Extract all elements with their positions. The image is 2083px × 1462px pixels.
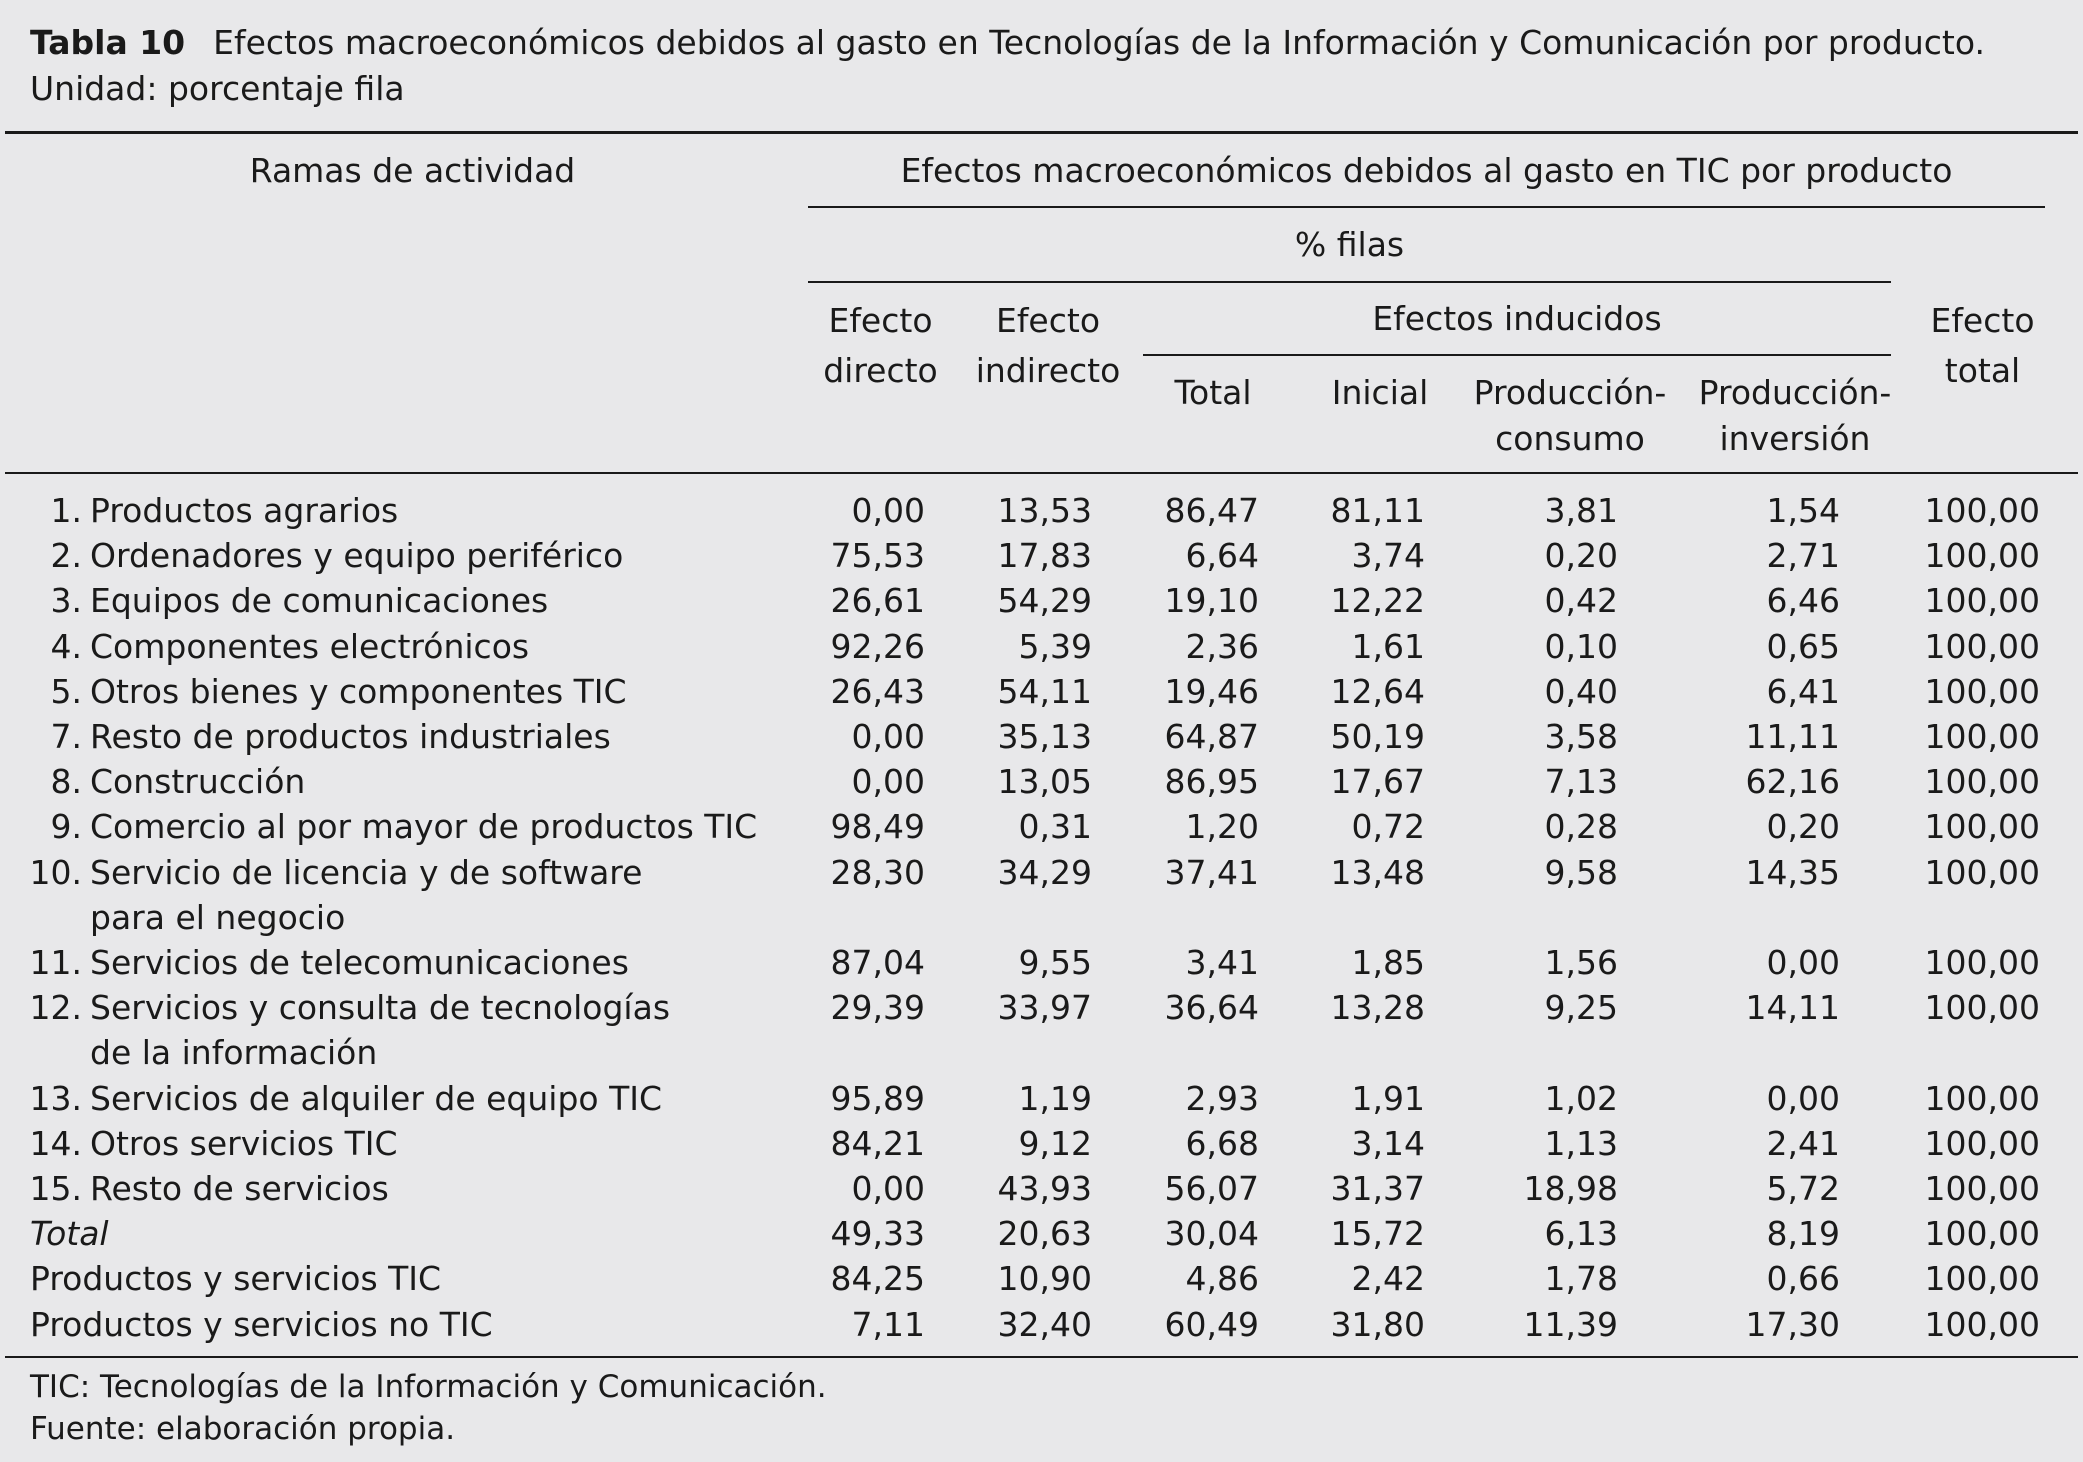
cell-efecto-directo: 49,33: [830, 1214, 925, 1254]
cell-inicial: 31,37: [1330, 1169, 1425, 1208]
cell-inicial: 1,61: [1351, 626, 1425, 666]
header-efecto-total: Efecto total: [1930, 301, 2035, 390]
cell-efecto-total: 100,00: [1924, 1214, 2040, 1254]
cell-efecto-indirecto: 20,63: [997, 1214, 1092, 1254]
row-number: 10.: [29, 852, 82, 892]
header-inducidos: Efectos inducidos: [1372, 299, 1662, 338]
row-label: [30, 1211, 109, 1256]
cell-efecto-directo: 0,00: [851, 1169, 925, 1208]
row-text: [90, 488, 398, 533]
cell-efecto-directo: 0,00: [851, 491, 925, 530]
cell-produccion-consumo: 1,13: [1544, 1123, 1618, 1163]
cell-efecto-indirecto: 43,93: [997, 1169, 1092, 1208]
cell-total: 37,41: [1164, 852, 1259, 892]
row-text-line: Componentes electrónicos: [90, 626, 530, 666]
cell-produccion-inversion: 0,20: [1766, 807, 1840, 847]
cell-efecto-total: 100,00: [1924, 1123, 2040, 1163]
cell-efecto-indirecto: 13,53: [997, 491, 1092, 530]
table-caption: [30, 20, 1985, 112]
cell-produccion-inversion: 0,00: [1766, 1078, 1840, 1118]
row-label: [22, 578, 548, 623]
row-text: [90, 533, 623, 578]
cell-efecto-indirecto: 0,31: [1018, 807, 1092, 847]
row-text-line: Equipos de comunicaciones: [90, 581, 549, 621]
cell-efecto-indirecto: 9,55: [1018, 943, 1092, 982]
cell-total: 19,46: [1164, 671, 1259, 711]
cell-inicial: 50,19: [1330, 717, 1425, 756]
cell-produccion-inversion: 0,00: [1766, 943, 1840, 982]
cell-efecto-directo: 29,39: [830, 988, 925, 1028]
cell-efecto-indirecto: 9,12: [1018, 1123, 1092, 1163]
row-number: 4.: [50, 626, 82, 666]
row-text: [90, 669, 627, 714]
cell-produccion-inversion: 5,72: [1766, 1169, 1840, 1208]
group-rule: [808, 206, 2045, 208]
cell-efecto-directo: 26,43: [830, 671, 925, 711]
row-text: [90, 714, 611, 759]
cell-total: 6,68: [1185, 1123, 1259, 1163]
row-number: 3.: [50, 581, 82, 621]
cell-efecto-directo: 92,26: [830, 626, 925, 666]
cell-produccion-consumo: 6,13: [1544, 1214, 1618, 1254]
bottom-rule: [5, 1356, 2078, 1358]
cell-produccion-consumo: 3,58: [1544, 717, 1618, 756]
cell-produccion-consumo: 18,98: [1523, 1169, 1618, 1208]
cell-total: 86,47: [1164, 491, 1259, 530]
table-title: Efectos macroeconómicos debidos al gasto en Tecnologías de la Información y Comunicación por producto.: [213, 23, 1985, 62]
row-text: [30, 1211, 109, 1256]
row-text: [30, 1302, 493, 1347]
cell-efecto-indirecto: 35,13: [997, 717, 1092, 756]
cell-total: 2,93: [1185, 1078, 1259, 1118]
cell-efecto-total: 100,00: [1924, 943, 2040, 982]
cell-produccion-consumo: 1,56: [1544, 943, 1618, 982]
table-number: Tabla 10: [30, 23, 186, 62]
row-text-line: Productos y servicios TIC: [30, 1259, 442, 1299]
row-text-line: Servicios y consulta de tecnologías: [90, 988, 671, 1028]
row-text-line: de la información: [90, 1033, 378, 1073]
cell-produccion-consumo: 1,78: [1544, 1259, 1618, 1299]
cell-inicial: 1,85: [1351, 943, 1425, 982]
cell-total: 3,41: [1185, 943, 1259, 982]
cell-efecto-directo: 84,25: [830, 1259, 925, 1299]
row-label: [30, 1302, 493, 1347]
header-filas: % filas: [1294, 225, 1405, 264]
cell-total: 2,36: [1185, 626, 1259, 666]
cell-efecto-total: 100,00: [1924, 1169, 2040, 1208]
row-text: [90, 578, 548, 623]
row-number: 13.: [29, 1078, 82, 1118]
cell-produccion-consumo: 0,42: [1544, 581, 1618, 621]
row-label: [22, 1121, 398, 1166]
cell-produccion-inversion: 62,16: [1745, 762, 1840, 802]
cell-inicial: 12,22: [1330, 581, 1425, 621]
cell-efecto-total: 100,00: [1924, 1259, 2040, 1299]
cell-efecto-indirecto: 5,39: [1018, 626, 1092, 666]
cell-inicial: 81,11: [1330, 491, 1425, 530]
cell-efecto-indirecto: 34,29: [997, 852, 1092, 892]
cell-produccion-inversion: 8,19: [1766, 1214, 1840, 1254]
cell-produccion-inversion: 6,46: [1766, 581, 1840, 621]
cell-efecto-indirecto: 17,83: [997, 536, 1092, 576]
cell-produccion-inversion: 17,30: [1745, 1304, 1840, 1344]
cell-efecto-total: 100,00: [1924, 491, 2040, 530]
row-label: [22, 714, 611, 759]
cell-produccion-inversion: 2,41: [1766, 1123, 1840, 1163]
row-text-line: Productos y servicios no TIC: [30, 1304, 493, 1344]
cell-total: 86,95: [1164, 762, 1259, 802]
filas-rule: [808, 281, 1891, 283]
cell-produccion-consumo: 0,20: [1544, 536, 1618, 576]
header-bottom-rule: [5, 472, 2078, 474]
cell-produccion-inversion: 0,65: [1766, 626, 1840, 666]
cell-efecto-indirecto: 13,05: [997, 762, 1092, 802]
cell-efecto-directo: 0,00: [851, 762, 925, 802]
row-text-line: Resto de servicios: [90, 1169, 389, 1208]
cell-efecto-directo: 75,53: [830, 536, 925, 576]
row-text-line: Total: [30, 1214, 109, 1254]
row-text: [30, 1256, 441, 1301]
cell-inicial: 2,42: [1351, 1259, 1425, 1299]
cell-total: 4,86: [1185, 1259, 1259, 1299]
header-prod-inversion: Producción- inversión: [1698, 373, 1892, 458]
row-number: 5.: [50, 671, 82, 711]
row-text-line: Otros bienes y componentes TIC: [90, 671, 627, 711]
cell-produccion-consumo: 3,81: [1544, 491, 1618, 530]
cell-total: 6,64: [1185, 536, 1259, 576]
row-label: [22, 940, 629, 985]
cell-efecto-indirecto: 1,19: [1018, 1078, 1092, 1118]
cell-efecto-indirecto: 32,40: [997, 1304, 1092, 1344]
row-text: [90, 759, 305, 804]
row-text-line: Resto de productos industriales: [90, 717, 611, 756]
row-label: [22, 759, 305, 804]
row-label: [22, 804, 757, 849]
header-group: Efectos macroeconómicos debidos al gasto en TIC por producto: [900, 151, 1953, 190]
header-inicial: Inicial: [1331, 373, 1429, 412]
header-directo: Efecto directo: [823, 301, 938, 390]
row-text: [90, 1166, 389, 1211]
cell-efecto-directo: 98,49: [830, 807, 925, 847]
row-text: [90, 985, 670, 1075]
row-number: 9.: [50, 807, 82, 847]
row-text-line: Servicio de licencia y de software: [90, 852, 643, 892]
cell-efecto-total: 100,00: [1924, 536, 2040, 576]
header-prod-consumo: Producción- consumo: [1473, 373, 1667, 458]
cell-efecto-directo: 0,00: [851, 717, 925, 756]
cell-inicial: 0,72: [1351, 807, 1425, 847]
row-text-line: Comercio al por mayor de productos TIC: [90, 807, 758, 847]
cell-efecto-total: 100,00: [1924, 852, 2040, 892]
header-indirecto: Efecto indirecto: [975, 301, 1121, 390]
cell-total: 30,04: [1164, 1214, 1259, 1254]
cell-inicial: 3,74: [1351, 536, 1425, 576]
row-label: [30, 1256, 441, 1301]
row-label: [22, 985, 670, 1075]
cell-efecto-directo: 84,21: [830, 1123, 925, 1163]
row-text-line: para el negocio: [90, 897, 346, 937]
header-total: Total: [1174, 373, 1252, 412]
row-label: [22, 669, 627, 714]
cell-inicial: 17,67: [1330, 762, 1425, 802]
row-number: 2.: [50, 536, 82, 576]
row-text: [90, 804, 757, 849]
cell-inicial: 13,48: [1330, 852, 1425, 892]
cell-efecto-total: 100,00: [1924, 1078, 2040, 1118]
cell-produccion-consumo: 7,13: [1544, 762, 1618, 802]
cell-inicial: 3,14: [1351, 1123, 1425, 1163]
cell-efecto-total: 100,00: [1924, 807, 2040, 847]
cell-produccion-inversion: 11,11: [1745, 717, 1840, 756]
row-text-line: Servicios de telecomunicaciones: [90, 943, 629, 982]
top-rule: [5, 131, 2078, 134]
cell-total: 64,87: [1164, 717, 1259, 756]
row-number: 15.: [29, 1169, 82, 1208]
cell-produccion-inversion: 0,66: [1766, 1259, 1840, 1299]
cell-total: 19,10: [1164, 581, 1259, 621]
row-number: 12.: [29, 988, 82, 1028]
cell-efecto-indirecto: 54,29: [997, 581, 1092, 621]
cell-efecto-total: 100,00: [1924, 717, 2040, 756]
cell-efecto-directo: 28,30: [830, 852, 925, 892]
cell-produccion-consumo: 0,40: [1544, 671, 1618, 711]
cell-total: 36,64: [1164, 988, 1259, 1028]
cell-efecto-indirecto: 33,97: [997, 988, 1092, 1028]
cell-total: 56,07: [1164, 1169, 1259, 1208]
cell-produccion-inversion: 2,71: [1766, 536, 1840, 576]
cell-produccion-inversion: 14,35: [1745, 852, 1840, 892]
cell-inicial: 12,64: [1330, 671, 1425, 711]
cell-inicial: 31,80: [1330, 1304, 1425, 1344]
cell-produccion-consumo: 9,58: [1544, 852, 1618, 892]
row-number: 8.: [50, 762, 82, 802]
row-text-line: Servicios de alquiler de equipo TIC: [90, 1078, 663, 1118]
row-text: [90, 850, 642, 940]
row-number: 1.: [50, 491, 82, 530]
cell-produccion-inversion: 1,54: [1766, 491, 1840, 530]
footnote-source: Fuente: elaboración propia.: [30, 1411, 456, 1447]
table-unit: Unidad: porcentaje fila: [30, 69, 405, 108]
cell-inicial: 1,91: [1351, 1078, 1425, 1118]
cell-inicial: 13,28: [1330, 988, 1425, 1028]
row-text-line: Productos agrarios: [90, 491, 399, 530]
row-text: [90, 940, 629, 985]
cell-total: 60,49: [1164, 1304, 1259, 1344]
footnote-tic: TIC: Tecnologías de la Información y Comunicación.: [30, 1369, 827, 1405]
row-text: [90, 624, 529, 669]
cell-efecto-total: 100,00: [1924, 671, 2040, 711]
cell-efecto-indirecto: 54,11: [997, 671, 1092, 711]
cell-produccion-inversion: 14,11: [1745, 988, 1840, 1028]
cell-total: 1,20: [1185, 807, 1259, 847]
cell-inicial: 15,72: [1330, 1214, 1425, 1254]
cell-efecto-total: 100,00: [1924, 762, 2040, 802]
cell-efecto-directo: 26,61: [830, 581, 925, 621]
inducidos-rule: [1143, 354, 1891, 356]
cell-efecto-directo: 95,89: [830, 1078, 925, 1118]
row-label: [22, 850, 642, 940]
row-label: [22, 533, 623, 578]
cell-efecto-total: 100,00: [1924, 988, 2040, 1028]
row-number: 14.: [29, 1123, 82, 1163]
row-text: [90, 1076, 662, 1121]
cell-produccion-consumo: 9,25: [1544, 988, 1618, 1028]
row-text-line: Otros servicios TIC: [90, 1123, 398, 1163]
cell-efecto-directo: 7,11: [851, 1304, 925, 1344]
row-number: 11.: [29, 943, 82, 982]
row-text: [90, 1121, 398, 1166]
cell-produccion-consumo: 11,39: [1523, 1304, 1618, 1344]
footnotes: [30, 1366, 827, 1450]
cell-efecto-total: 100,00: [1924, 1304, 2040, 1344]
row-text-line: Construcción: [90, 762, 306, 802]
row-label: [22, 488, 398, 533]
row-number: 7.: [50, 717, 82, 756]
cell-efecto-total: 100,00: [1924, 581, 2040, 621]
row-label: [22, 1076, 662, 1121]
row-text-line: Ordenadores y equipo periférico: [90, 536, 624, 576]
cell-produccion-consumo: 0,10: [1544, 626, 1618, 666]
header-ramas: Ramas de actividad: [249, 151, 576, 190]
row-label: [22, 624, 529, 669]
cell-efecto-indirecto: 10,90: [997, 1259, 1092, 1299]
cell-produccion-consumo: 1,02: [1544, 1078, 1618, 1118]
cell-produccion-consumo: 0,28: [1544, 807, 1618, 847]
cell-efecto-directo: 87,04: [830, 943, 925, 982]
cell-efecto-total: 100,00: [1924, 626, 2040, 666]
row-label: [22, 1166, 389, 1211]
cell-produccion-inversion: 6,41: [1766, 671, 1840, 711]
